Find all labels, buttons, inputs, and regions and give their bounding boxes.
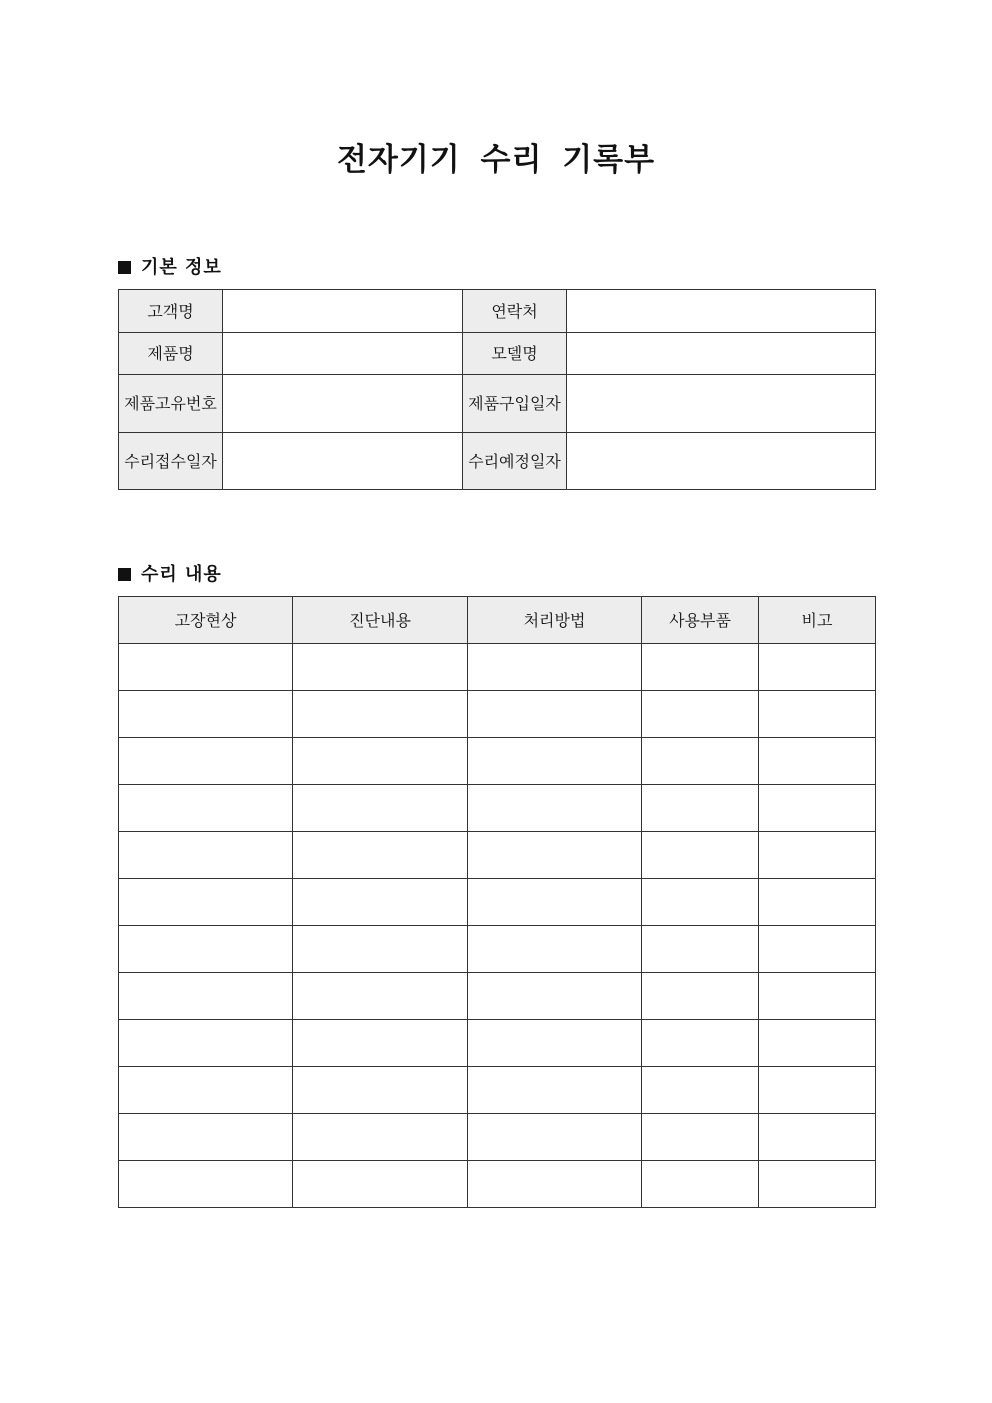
parts-cell[interactable] xyxy=(642,926,759,973)
symptom-cell[interactable] xyxy=(119,832,293,879)
method-cell[interactable] xyxy=(468,832,642,879)
model-name-field[interactable] xyxy=(567,333,876,375)
parts-cell[interactable] xyxy=(642,1020,759,1067)
symptom-cell[interactable] xyxy=(119,738,293,785)
diagnosis-cell[interactable] xyxy=(293,644,468,691)
table-row xyxy=(119,691,876,738)
table-row xyxy=(119,926,876,973)
customer-name-field[interactable] xyxy=(223,290,463,333)
symptom-cell[interactable] xyxy=(119,926,293,973)
parts-cell[interactable] xyxy=(642,738,759,785)
header-diagnosis: 진단내용 xyxy=(293,597,468,644)
remarks-cell[interactable] xyxy=(759,973,876,1020)
remarks-cell[interactable] xyxy=(759,785,876,832)
remarks-cell[interactable] xyxy=(759,691,876,738)
diagnosis-cell[interactable] xyxy=(293,1161,468,1208)
table-row xyxy=(119,973,876,1020)
symptom-cell[interactable] xyxy=(119,785,293,832)
parts-cell[interactable] xyxy=(642,1161,759,1208)
table-row xyxy=(119,644,876,691)
diagnosis-cell[interactable] xyxy=(293,926,468,973)
basic-info-table xyxy=(118,289,876,490)
symptom-cell[interactable] xyxy=(119,691,293,738)
product-name-label: 제품명 xyxy=(119,333,223,375)
model-name-label: 모델명 xyxy=(463,333,567,375)
method-cell[interactable] xyxy=(468,644,642,691)
serial-number-label: 제품고유번호 xyxy=(119,375,223,433)
purchase-date-label: 제품구입일자 xyxy=(463,375,567,433)
table-row xyxy=(119,738,876,785)
method-cell[interactable] xyxy=(468,973,642,1020)
customer-name-label: 고객명 xyxy=(119,290,223,333)
header-symptom: 고장현상 xyxy=(119,597,293,644)
contact-field[interactable] xyxy=(567,290,876,333)
diagnosis-cell[interactable] xyxy=(293,738,468,785)
method-cell[interactable] xyxy=(468,1114,642,1161)
method-cell[interactable] xyxy=(468,1161,642,1208)
table-row xyxy=(119,1161,876,1208)
symptom-cell[interactable] xyxy=(119,1114,293,1161)
symptom-cell[interactable] xyxy=(119,1067,293,1114)
table-row xyxy=(119,785,876,832)
symptom-cell[interactable] xyxy=(119,879,293,926)
parts-cell[interactable] xyxy=(642,973,759,1020)
product-name-field[interactable] xyxy=(223,333,463,375)
method-cell[interactable] xyxy=(468,785,642,832)
header-parts: 사용부품 xyxy=(642,597,759,644)
serial-number-field[interactable] xyxy=(223,375,463,433)
remarks-cell[interactable] xyxy=(759,1114,876,1161)
diagnosis-cell[interactable] xyxy=(293,1020,468,1067)
remarks-cell[interactable] xyxy=(759,1020,876,1067)
section-repair-label: 수리 내용 xyxy=(141,564,222,585)
header-method: 처리방법 xyxy=(468,597,642,644)
expected-date-label: 수리예정일자 xyxy=(463,433,567,490)
table-row xyxy=(119,1067,876,1114)
section-basic-info xyxy=(118,253,222,279)
parts-cell[interactable] xyxy=(642,644,759,691)
symptom-cell[interactable] xyxy=(119,973,293,1020)
square-bullet-icon xyxy=(118,568,131,581)
parts-cell[interactable] xyxy=(642,691,759,738)
method-cell[interactable] xyxy=(468,926,642,973)
parts-cell[interactable] xyxy=(642,832,759,879)
remarks-cell[interactable] xyxy=(759,1161,876,1208)
section-repair-content xyxy=(118,560,222,586)
parts-cell[interactable] xyxy=(642,1114,759,1161)
method-cell[interactable] xyxy=(468,1067,642,1114)
remarks-cell[interactable] xyxy=(759,879,876,926)
remarks-cell[interactable] xyxy=(759,926,876,973)
header-remarks: 비고 xyxy=(759,597,876,644)
table-row xyxy=(119,1020,876,1067)
table-row xyxy=(119,879,876,926)
repair-table xyxy=(118,596,876,1208)
parts-cell[interactable] xyxy=(642,879,759,926)
parts-cell[interactable] xyxy=(642,785,759,832)
remarks-cell[interactable] xyxy=(759,738,876,785)
diagnosis-cell[interactable] xyxy=(293,785,468,832)
diagnosis-cell[interactable] xyxy=(293,1114,468,1161)
parts-cell[interactable] xyxy=(642,1067,759,1114)
diagnosis-cell[interactable] xyxy=(293,973,468,1020)
contact-label: 연락처 xyxy=(463,290,567,333)
page-title: 전자기기 수리 기록부 xyxy=(336,142,656,178)
remarks-cell[interactable] xyxy=(759,644,876,691)
remarks-cell[interactable] xyxy=(759,1067,876,1114)
diagnosis-cell[interactable] xyxy=(293,832,468,879)
symptom-cell[interactable] xyxy=(119,1020,293,1067)
square-bullet-icon xyxy=(118,261,131,274)
symptom-cell[interactable] xyxy=(119,644,293,691)
diagnosis-cell[interactable] xyxy=(293,1067,468,1114)
method-cell[interactable] xyxy=(468,1020,642,1067)
section-basic-label: 기본 정보 xyxy=(141,257,222,278)
table-row xyxy=(119,832,876,879)
diagnosis-cell[interactable] xyxy=(293,879,468,926)
method-cell[interactable] xyxy=(468,879,642,926)
method-cell[interactable] xyxy=(468,691,642,738)
purchase-date-field[interactable] xyxy=(567,375,876,433)
receipt-date-field[interactable] xyxy=(223,433,463,490)
symptom-cell[interactable] xyxy=(119,1161,293,1208)
diagnosis-cell[interactable] xyxy=(293,691,468,738)
expected-date-field[interactable] xyxy=(567,433,876,490)
receipt-date-label: 수리접수일자 xyxy=(119,433,223,490)
method-cell[interactable] xyxy=(468,738,642,785)
table-row xyxy=(119,1114,876,1161)
remarks-cell[interactable] xyxy=(759,832,876,879)
